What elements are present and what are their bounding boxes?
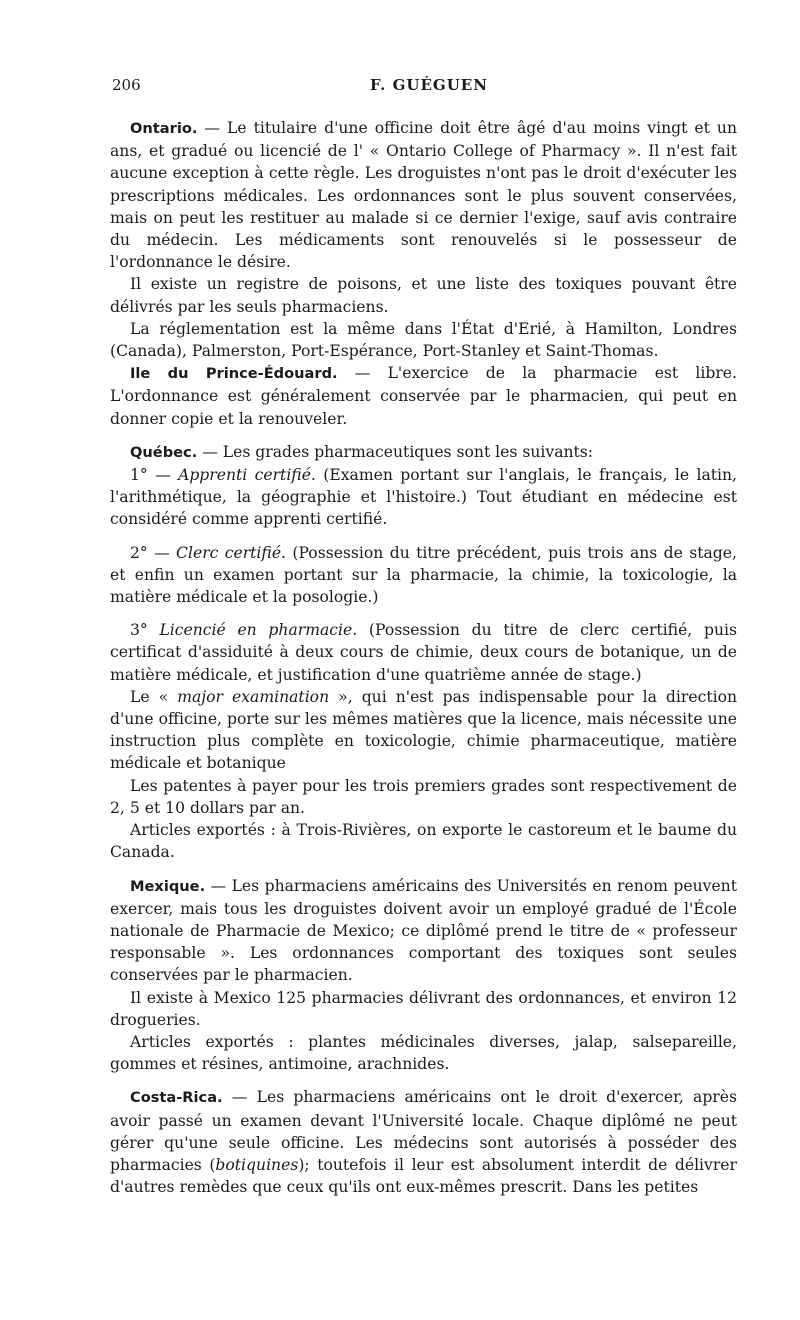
paragraph [110,987,737,1031]
text-run: Articles exportés : à Trois-Rivières, on exporte le castoreum et le baume du Canada. [110,821,737,862]
paragraph [110,819,737,863]
section-quebec [110,441,737,864]
paragraph [110,1031,737,1075]
paragraph [110,464,737,531]
text-run: Les patentes à payer pour les trois premiers grades sont respectivement de 2, 5 et 10 dollars par an. [110,776,737,817]
paragraph [110,441,737,464]
text-run: — Les pharmaciens américains ont le droit d'exercer, après avoir passé un examen devant l'Université locale. Chaque diplômé ne peut gérer qu'une seule officine. Les médecins sont autorisés à posséder des pharmacies ( [110,1088,737,1174]
paragraph [110,1086,737,1198]
paragraph [110,542,737,609]
text-run: Le « [130,687,178,706]
text-run: ); toutefois il leur est absolument interdit de délivrer d'autres remèdes que ceux qu'ils ont eux-mêmes prescrit. Dans les petites [110,1155,737,1197]
text-run: 3° [130,621,160,640]
text-run: — Le titulaire d'une officine doit être âgé d'au moins vingt et un ans, et gradué ou licencié de l' « Ontario College of Pharmacy ». Il n'est fait aucune exception à cette règle. Les droguistes n'ont pas le droit d'exécuter les prescriptions médicales. Les ordonnances sont le plus souvent conservées, mais on peut les restituer au malade si ce dernier l'exige, sauf avis contraire du médecin. Les médicaments sont renouvelés si le possesseur de l'ordonnance le désire. [110,119,737,272]
italic-term: Apprenti certifié. [178,466,316,485]
section-mexique [110,875,737,1076]
paragraph [110,619,737,686]
text-run: — Les pharmaciens américains des Universités en renom peuvent exercer, mais tous les droguistes doivent avoir un employé gradué de l'École nationale de Pharmacie de Mexico; ce diplômé prend le titre de « professeur responsable ». Les ordonnances comportant des toxiques sont seules conservées par le pharmacien. [110,876,737,985]
text-run: — L'exercice de la pharmacie est libre. L'ordonnance est généralement conservée par le pharmacien, qui peut en donner copie et la renouveler. [110,364,737,428]
paragraph [110,318,737,362]
italic-term: major examination [177,687,330,706]
text-run: Il existe un registre de poisons, et une liste des toxiques pouvant être délivrés par les seuls pharmaciens. [110,275,737,316]
section-heading: Ile du Prince-Édouard. [130,365,338,383]
paragraph [110,686,737,775]
italic-term: Licencié en pharmacie. [159,621,358,640]
text-run: 1° — [130,466,179,485]
body-text [110,117,737,1198]
text-run: — Les grades pharmaceutiques sont les suivants: [197,442,594,461]
text-run: Il existe à Mexico 125 pharmacies délivrant des ordonnances, et environ 12 drogueries. [110,988,737,1029]
paragraph [110,775,737,819]
text-run: », qui n'est pas indispensable pour la direction d'une officine, porte sur les mêmes matières que la licence, mais nécessite une instruction plus complète en toxicologie, chimie pharmaceutique, matière médicale et botanique [110,687,737,773]
paragraph [110,273,737,317]
section-ontario [110,117,737,430]
section-heading: Mexique. [130,877,206,895]
section-heading: Québec. [130,443,198,461]
section-costa-rica [110,1086,737,1198]
italic-term: botiquines [215,1155,299,1174]
paragraph [110,362,737,430]
italic-term: Clerc certifié. [176,543,286,562]
text-run: (Examen portant sur l'anglais, le français, le latin, l'arithmétique, la géographie et l'histoire.) Tout étudiant en médecine est considéré comme apprenti certifié. [110,466,738,529]
page-number: 206 [112,76,141,94]
text-run: La réglementation est la même dans l'État d'Erié, à Hamilton, Londres (Canada), Palmerston, Port-Espérance, Port-Stanley et Saint-Thomas. [110,319,737,361]
running-title: F. GUÉGUEN [370,76,488,94]
page-header [112,76,738,100]
text-run: (Possession du titre précédent, puis trois ans de stage, et enfin un examen portant sur la pharmacie, la chimie, la toxicologie, la matière médicale et la posologie.) [110,543,737,607]
text-run: 2° — [130,543,177,562]
section-heading: Ontario. [130,120,198,137]
text-run: Articles exportés : plantes médicinales diverses, jalap, salsepareille, gommes et résines, antimoine, arachnides. [110,1032,737,1074]
section-heading: Costa-Rica. [130,1089,223,1107]
paragraph [110,117,737,273]
paragraph [110,875,737,987]
text-run: (Possession du titre de clerc certifié, puis certificat d'assiduité à deux cours de chimie, deux cours de botanique, un de matière médicale, et justification d'une quatrième année de stage.) [110,621,737,684]
